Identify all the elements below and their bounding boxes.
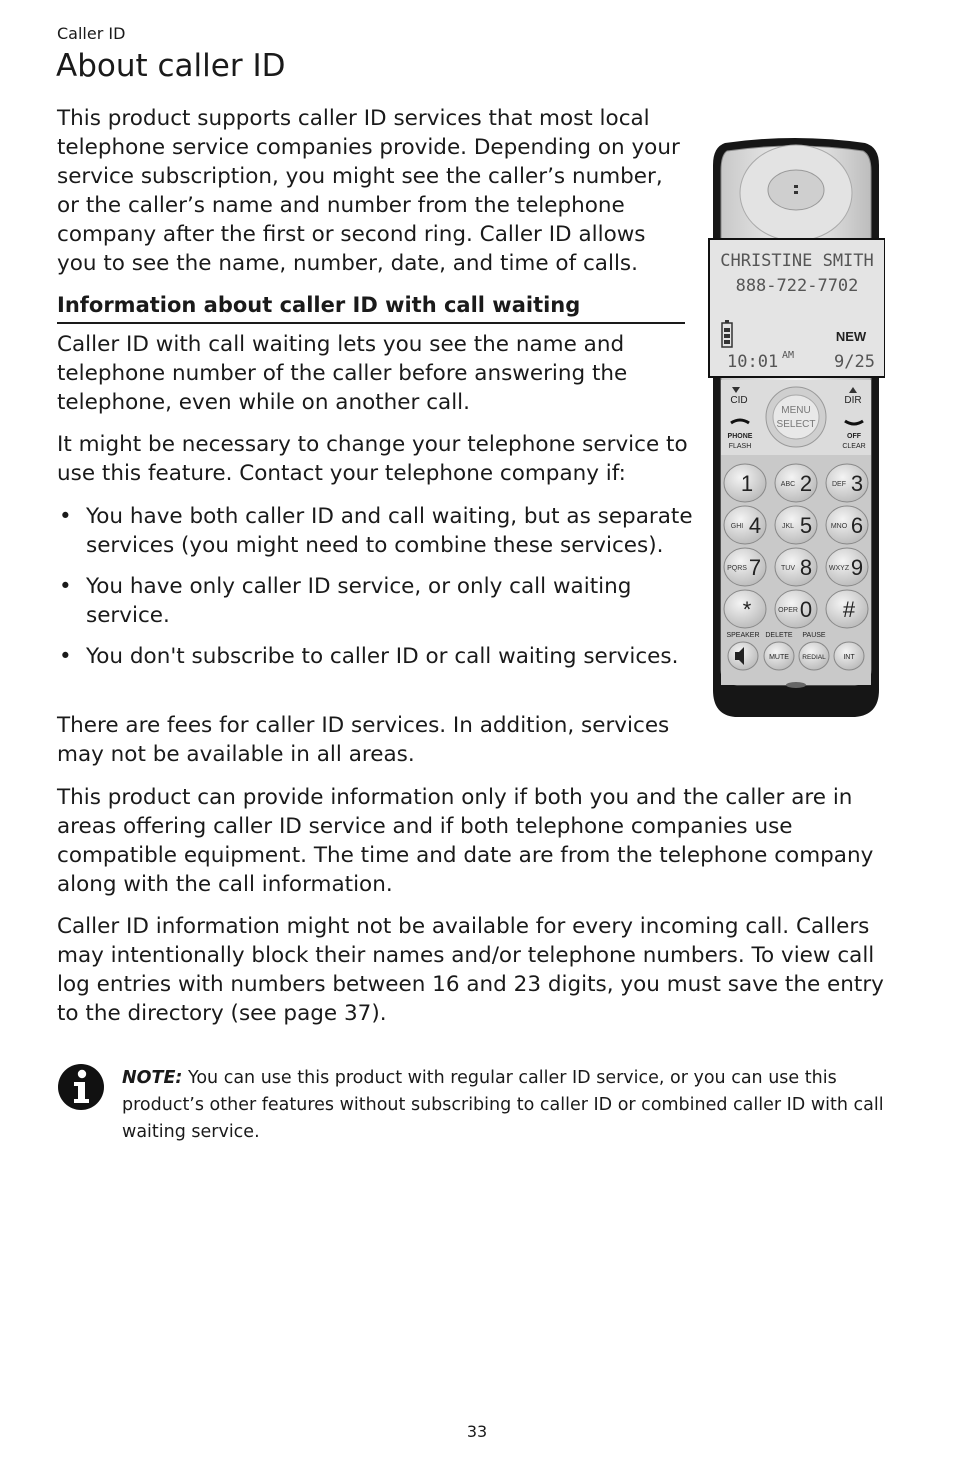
availability-paragraph: Caller ID information might not be available for every incoming call. Callers may intentionally block their names and/or telephone numbers. To view call log entries with numbers between 16 and 23 digits, you must save the entry to the directory (see page 37). (57, 914, 884, 1026)
keypad-key (826, 464, 868, 502)
conditions-list (57, 502, 697, 683)
keypad-key-letters: PQRS (727, 565, 747, 572)
pause-label: PAUSE (802, 632, 826, 639)
keypad-key-letters: DEF (832, 481, 846, 488)
list-item: • You have both caller ID and call waiting, but as separate services (you might need to combine these services). (59, 504, 693, 558)
section-label: Caller ID (57, 24, 126, 43)
note-label: NOTE: (122, 1068, 183, 1088)
list-item-text: You have only caller ID service, or only call waiting service. (86, 574, 632, 628)
note-body: You can use this product with regular caller ID service, or you can use this product’s other features without subscribing to caller ID or combined caller ID with call waiting service. (122, 1068, 884, 1142)
keypad-key-digit: 7 (748, 555, 762, 580)
select-button-label: SELECT (776, 419, 816, 430)
keypad-key (826, 590, 868, 628)
info-icon (57, 1063, 105, 1111)
keypad-key-digit: 6 (850, 513, 864, 538)
phone-button-label: PHONE (727, 433, 753, 440)
keypad-key (724, 590, 766, 628)
cid-button-label: CID (730, 395, 748, 406)
keypad-key (775, 464, 817, 502)
intro-paragraph: This product supports caller ID services that most local telephone service companies provide. Depending on your service subscription, you might see the caller’s number, or the caller’s name and number from the telephone company after the first or second ring. Caller ID allows you to see the name, number, date, and time of calls. (57, 106, 680, 276)
keypad-key (775, 590, 817, 628)
list-item-text: You have both caller ID and call waiting, but as separate services (you might need to combine these services). (86, 504, 693, 558)
display-time: 10:01 (727, 352, 779, 372)
display-ampm: AM (782, 350, 795, 361)
keypad-key-letters: JKL (781, 523, 795, 530)
keypad-key (826, 548, 868, 586)
keypad-key (826, 506, 868, 544)
change-service-paragraph: It might be necessary to change your telephone service to use this feature. Contact your telephone company if: (57, 432, 688, 486)
compatibility-paragraph: This product can provide information only if both you and the caller are in areas offering caller ID service and if both telephone companies use compatible equipment. The time and date are from the telephone company along with the call information. (57, 785, 874, 897)
keypad-key (724, 548, 766, 586)
clear-button-label: CLEAR (842, 443, 866, 450)
page-number: 33 (466, 1422, 488, 1441)
display-caller-number: 888-722-7702 (735, 276, 859, 296)
keypad-key-letters: ABC (780, 481, 796, 488)
keypad-key (775, 506, 817, 544)
call-waiting-heading: Information about caller ID with call waiting (57, 291, 685, 324)
keypad-key (724, 506, 766, 544)
keypad-key-digit: 9 (850, 555, 864, 580)
delete-label: DELETE (765, 632, 793, 639)
keypad-key-letters: WXYZ (828, 565, 850, 572)
menu-button-label: MENU (781, 405, 811, 416)
keypad-key-letters: OPER (778, 607, 798, 614)
keypad-key-digit: 2 (799, 471, 813, 496)
off-button-label: OFF (847, 433, 861, 440)
keypad-key-digit: 4 (748, 513, 762, 538)
fees-paragraph: There are fees for caller ID services. In addition, services may not be available in all areas. (57, 713, 670, 767)
keypad-key-letters: TUV (781, 565, 795, 572)
list-item: • You don't subscribe to caller ID or call waiting services. (59, 644, 679, 669)
keypad-key-letters: GHI (730, 523, 744, 530)
note-text (122, 1065, 892, 1146)
display-date: 9/25 (834, 352, 875, 372)
call-waiting-paragraph: Caller ID with call waiting lets you see the name and telephone number of the caller before answering the telephone, even while on another call. (57, 332, 628, 415)
dir-button-label: DIR (844, 395, 862, 406)
keypad-key-digit: 0 (799, 597, 813, 622)
flash-button-label: FLASH (728, 443, 752, 450)
keypad-key-digit: 5 (799, 513, 813, 538)
keypad-key-digit: 8 (799, 555, 813, 580)
int-label: INT (843, 654, 855, 661)
keypad-key-digit: 3 (850, 471, 864, 496)
list-item-text: You don't subscribe to caller ID or call waiting services. (86, 644, 679, 669)
keypad-key (724, 464, 766, 502)
microphone (786, 682, 806, 688)
page-title: About caller ID (56, 48, 286, 84)
keypad-key-digit: 1 (740, 471, 754, 496)
keypad-key-digit: * (742, 597, 752, 622)
display-new-indicator: NEW (835, 329, 867, 344)
list-item: • You have only caller ID service, or only call waiting service. (59, 574, 632, 628)
display-caller-name: CHRISTINE SMITH (720, 251, 874, 271)
keypad-key-letters: MNO (830, 523, 848, 530)
speaker-label: SPEAKER (726, 632, 760, 639)
keypad-key (775, 548, 817, 586)
mute-label: MUTE (769, 654, 789, 661)
phone-handset-illustration (705, 135, 885, 720)
keypad-key-digit: # (842, 597, 856, 622)
redial-label: REDIAL (802, 654, 826, 661)
